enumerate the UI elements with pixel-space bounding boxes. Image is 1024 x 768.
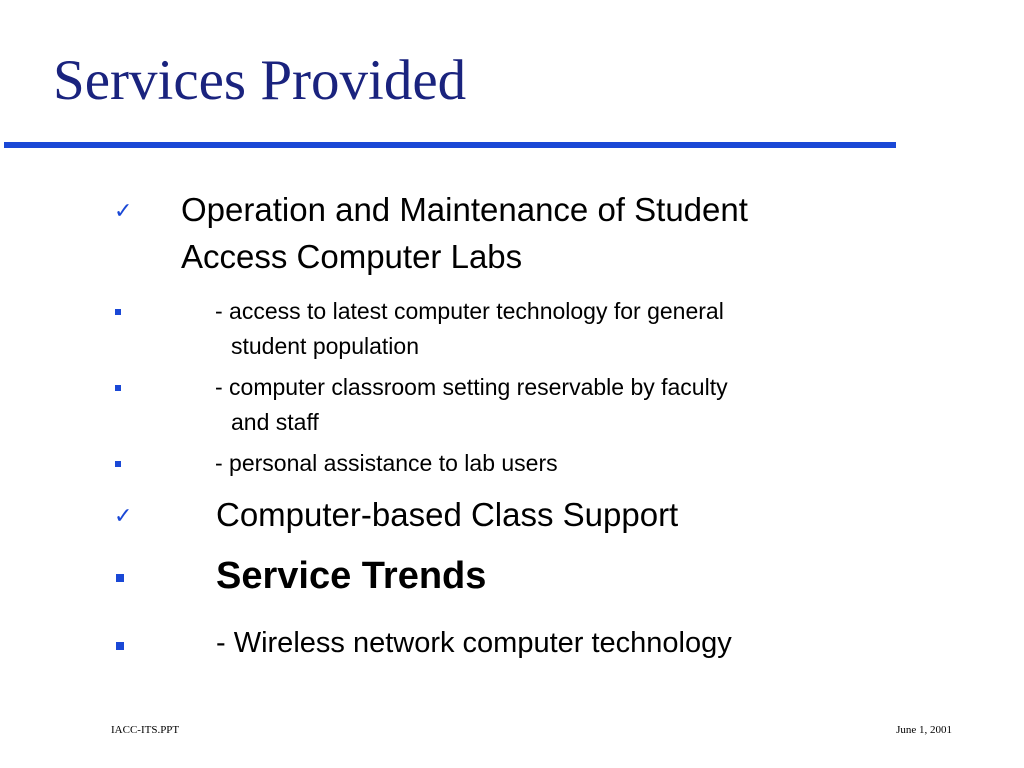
- bullet-line: Service Trends: [216, 555, 487, 597]
- bullet-line: - access to latest computer technology for general: [215, 298, 724, 324]
- bullet-line: - personal assistance to lab users: [215, 450, 558, 476]
- bullet-item-service-trends: [216, 556, 486, 598]
- square-bullet-icon: [115, 461, 121, 467]
- bullet-line: Operation and Maintenance of Student: [181, 191, 748, 228]
- bullet-item-class-support: [216, 491, 678, 538]
- bullet-line: Computer-based Class Support: [216, 496, 679, 533]
- checkmark-icon: ✓: [114, 199, 133, 224]
- bullet-line: Access Computer Labs: [181, 238, 523, 275]
- bullet-item-lab-operations: [181, 186, 748, 280]
- sub-bullet-personal-assistance: [215, 446, 558, 481]
- bullet-line: - computer classroom setting reservable by faculty: [215, 374, 728, 400]
- footer-date: June 1, 2001: [896, 724, 952, 736]
- slide-title: Services Provided: [53, 49, 467, 112]
- square-bullet-icon: [116, 574, 124, 582]
- bullet-item-wireless: [216, 628, 732, 660]
- checkmark-icon: ✓: [114, 504, 133, 529]
- bullet-line: - Wireless network computer technology: [216, 627, 732, 659]
- title-divider: [4, 142, 896, 148]
- square-bullet-icon: [116, 642, 124, 650]
- sub-bullet-latest-technology: [215, 294, 724, 364]
- bullet-line: student population: [231, 333, 419, 359]
- sub-bullet-classroom-setting: [215, 370, 728, 440]
- bullet-line: and staff: [231, 409, 319, 435]
- footer-filename: IACC-ITS.PPT: [111, 724, 180, 736]
- square-bullet-icon: [115, 309, 121, 315]
- square-bullet-icon: [115, 385, 121, 391]
